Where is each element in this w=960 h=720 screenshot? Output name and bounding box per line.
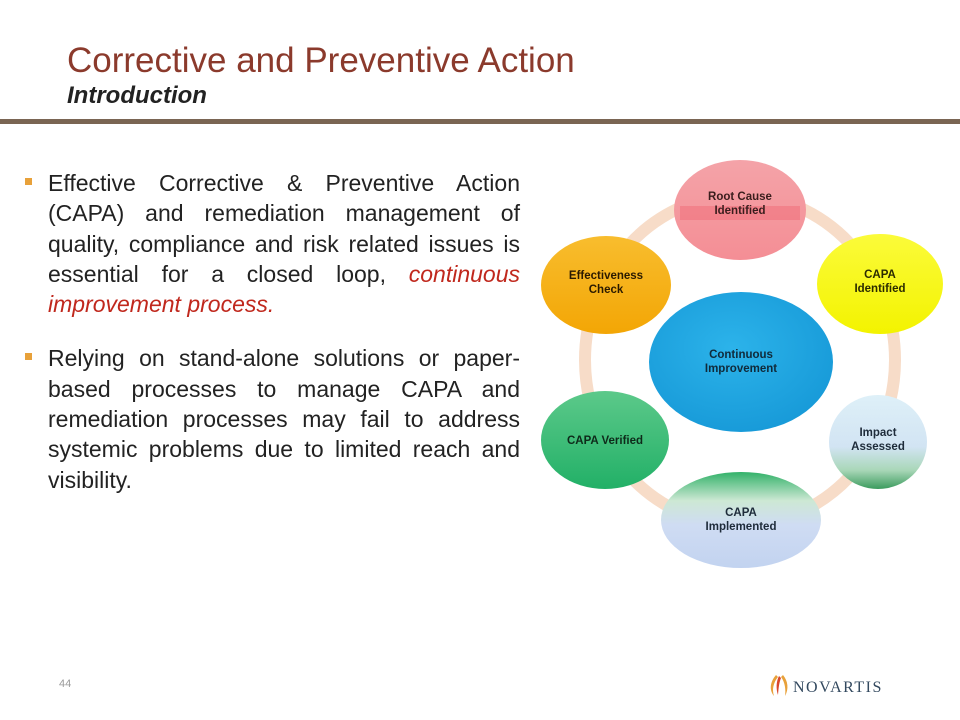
bullet-item	[22, 168, 520, 319]
node-label-line: CAPA Verified	[566, 435, 644, 447]
bullet-emphasis: continuous improvement process.	[48, 260, 520, 318]
node-label-line: CAPA	[725, 507, 757, 519]
diagram-node-effectiveness-check	[541, 236, 671, 334]
bullet-square-icon	[25, 353, 32, 360]
diagram-node-capa-identified	[817, 234, 943, 334]
diagram-node-capa-verified	[541, 391, 669, 489]
node-label-line: CAPA	[864, 269, 896, 281]
slide-subtitle: Introduction	[67, 82, 207, 109]
slide-title: Corrective and Preventive Action	[67, 41, 575, 80]
node-label	[567, 435, 643, 447]
node-label-line: Assessed	[851, 440, 905, 453]
node-label	[708, 191, 772, 217]
node-label-line: Impact	[859, 427, 897, 439]
node-label-line: Continuous	[709, 349, 773, 361]
title-divider	[0, 119, 960, 124]
logo-wordmark: NOVARTIS	[793, 679, 883, 696]
novartis-flame-icon	[771, 675, 788, 696]
diagram-center-continuous-improvement	[649, 292, 833, 432]
node-label-line: Implemented	[705, 520, 777, 533]
bullet-text: Effective Corrective & Preventive Action (CAPA) and remediation management of quality, compliance and risk related issues is essential for a closed loop,	[48, 170, 520, 287]
center-label	[705, 349, 777, 375]
bullet-item	[22, 343, 520, 494]
diagram-node-impact-assessed	[829, 395, 927, 489]
node-label-line: Root Cause	[708, 191, 772, 203]
bullet-list	[22, 168, 520, 495]
diagram-node-capa-implemented	[661, 472, 821, 568]
capa-cycle-diagram	[530, 150, 946, 578]
bullet-text: Relying on stand-alone solutions or paper-based processes to manage CAPA and remediation processes may fail to address systemic problems due to limited reach and visibility.	[48, 345, 520, 493]
node-label-line: Improvement	[704, 362, 778, 375]
node-label-line: Identified	[714, 204, 766, 217]
node-label-line: Check	[588, 283, 624, 296]
diagram-node-root-cause	[674, 160, 806, 260]
page-number: 44	[59, 678, 72, 690]
bullet-square-icon	[25, 178, 32, 185]
node-label-line: Effectiveness	[568, 270, 644, 282]
novartis-logo	[766, 668, 900, 702]
node-label-line: Identified	[854, 282, 906, 295]
